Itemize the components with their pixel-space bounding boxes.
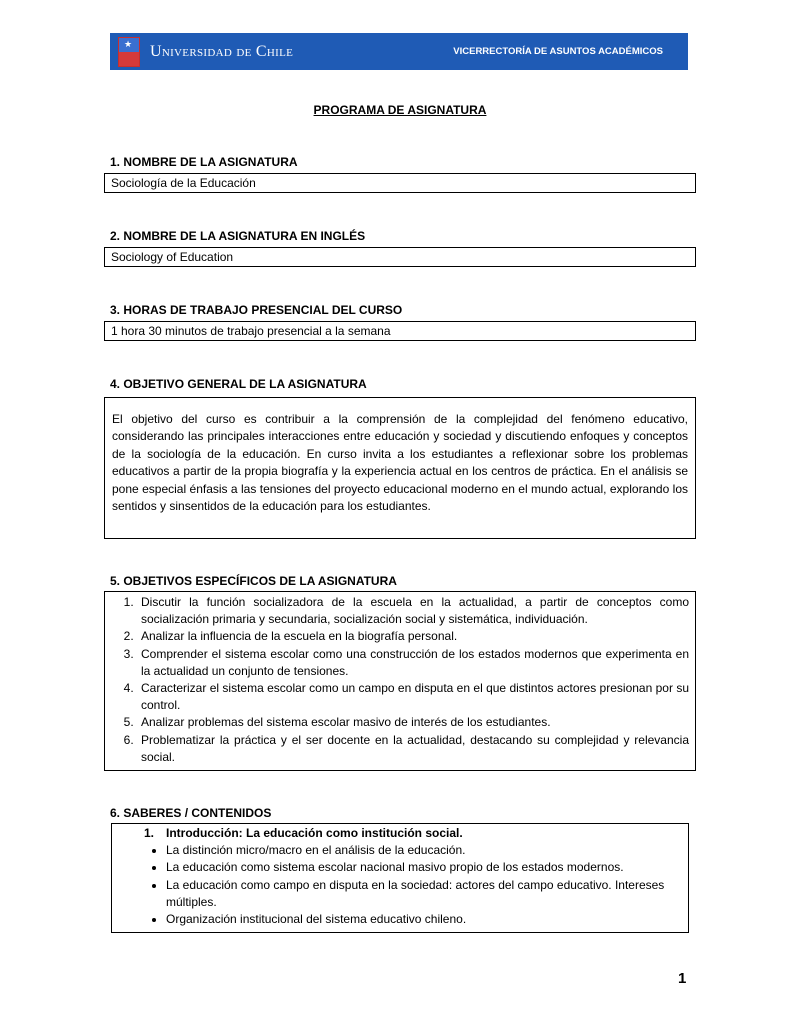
university-crest-icon: ★ <box>118 37 140 67</box>
section-4-heading: 4. OBJETIVO GENERAL DE LA ASIGNATURA <box>110 377 367 391</box>
list-item: 3. Comprender el sistema escolar como una construcción de los estados modernos que experimenta en la actualidad un conjunto de tensiones. <box>137 646 689 680</box>
list-item: • La distinción micro/macro en el análisis de la educación. <box>166 842 678 859</box>
list-item: 6. Problematizar la práctica y el ser docente en la actualidad, destacando su complejidad y relevancia social. <box>137 732 689 766</box>
unit-title: Introducción: La educación como institución social. <box>166 826 463 840</box>
section-6-box <box>111 823 689 933</box>
section-3-heading: 3. HORAS DE TRABAJO PRESENCIAL DEL CURSO <box>110 303 403 317</box>
section-4-box <box>104 397 696 539</box>
section-1-heading: 1. NOMBRE DE LA ASIGNATURA <box>110 155 298 169</box>
list-item: 4. Caracterizar el sistema escolar como un campo en disputa en el que distintos actores presionan por su control. <box>137 680 689 714</box>
university-name: Universidad de Chile <box>150 42 294 60</box>
office-name: VICERRECTORÍA DE ASUNTOS ACADÉMICOS <box>453 46 663 57</box>
general-objective-text: El objetivo del curso es contribuir a la comprensión de la complejidad del fenómeno educativo, considerando las principales interacciones entre educación y sociedad y discutiendo enfoques y conceptos de la sociología de la educación. En curso invita a los estudiantes a reflexionar sobre los problemas educativos a partir de la propia biografía y la experiencia actual en los centros de práctica. En el análisis se pone especial énfasis a las tensiones del proyecto educacional moderno en el mundo actual, explorando los sentidos y sinsentidos de la educación para los estudiantes. <box>112 412 688 514</box>
section-1-box <box>104 173 696 193</box>
contents-list <box>112 842 688 928</box>
page-number: 1 <box>678 970 687 987</box>
section-5-heading: 5. OBJETIVOS ESPECÍFICOS DE LA ASIGNATURA <box>110 574 397 588</box>
section-6-heading: 6. SABERES / CONTENIDOS <box>110 806 272 820</box>
unit-heading <box>112 825 688 842</box>
header-banner <box>110 33 688 70</box>
list-item: 2. Analizar la influencia de la escuela en la biografía personal. <box>137 628 689 645</box>
section-3-box <box>104 321 696 341</box>
section-2-box <box>104 247 696 267</box>
course-name: Sociología de la Educación <box>111 176 256 190</box>
section-5-box <box>104 591 696 771</box>
list-item: • La educación como campo en disputa en la sociedad: actores del campo educativo. Intereses múltiples. <box>166 877 678 911</box>
specific-objectives-list <box>105 594 695 766</box>
course-name-english: Sociology of Education <box>111 250 234 264</box>
list-item: 5. Analizar problemas del sistema escolar masivo de interés de los estudiantes. <box>137 714 689 731</box>
list-item: • La educación como sistema escolar nacional masivo propio de los estados modernos. <box>166 859 678 876</box>
list-item: 1. Discutir la función socializadora de la escuela en la actualidad, a partir de conceptos como socialización primaria y secundaria, socialización social y sistemática, individuación. <box>137 594 689 628</box>
contact-hours: 1 hora 30 minutos de trabajo presencial a la semana <box>111 324 391 338</box>
unit-number: 1. <box>144 826 155 840</box>
section-2-heading: 2. NOMBRE DE LA ASIGNATURA EN INGLÉS <box>110 229 366 243</box>
list-item: • Organización institucional del sistema educativo chileno. <box>166 911 678 928</box>
document-title: PROGRAMA DE ASIGNATURA <box>313 103 487 117</box>
